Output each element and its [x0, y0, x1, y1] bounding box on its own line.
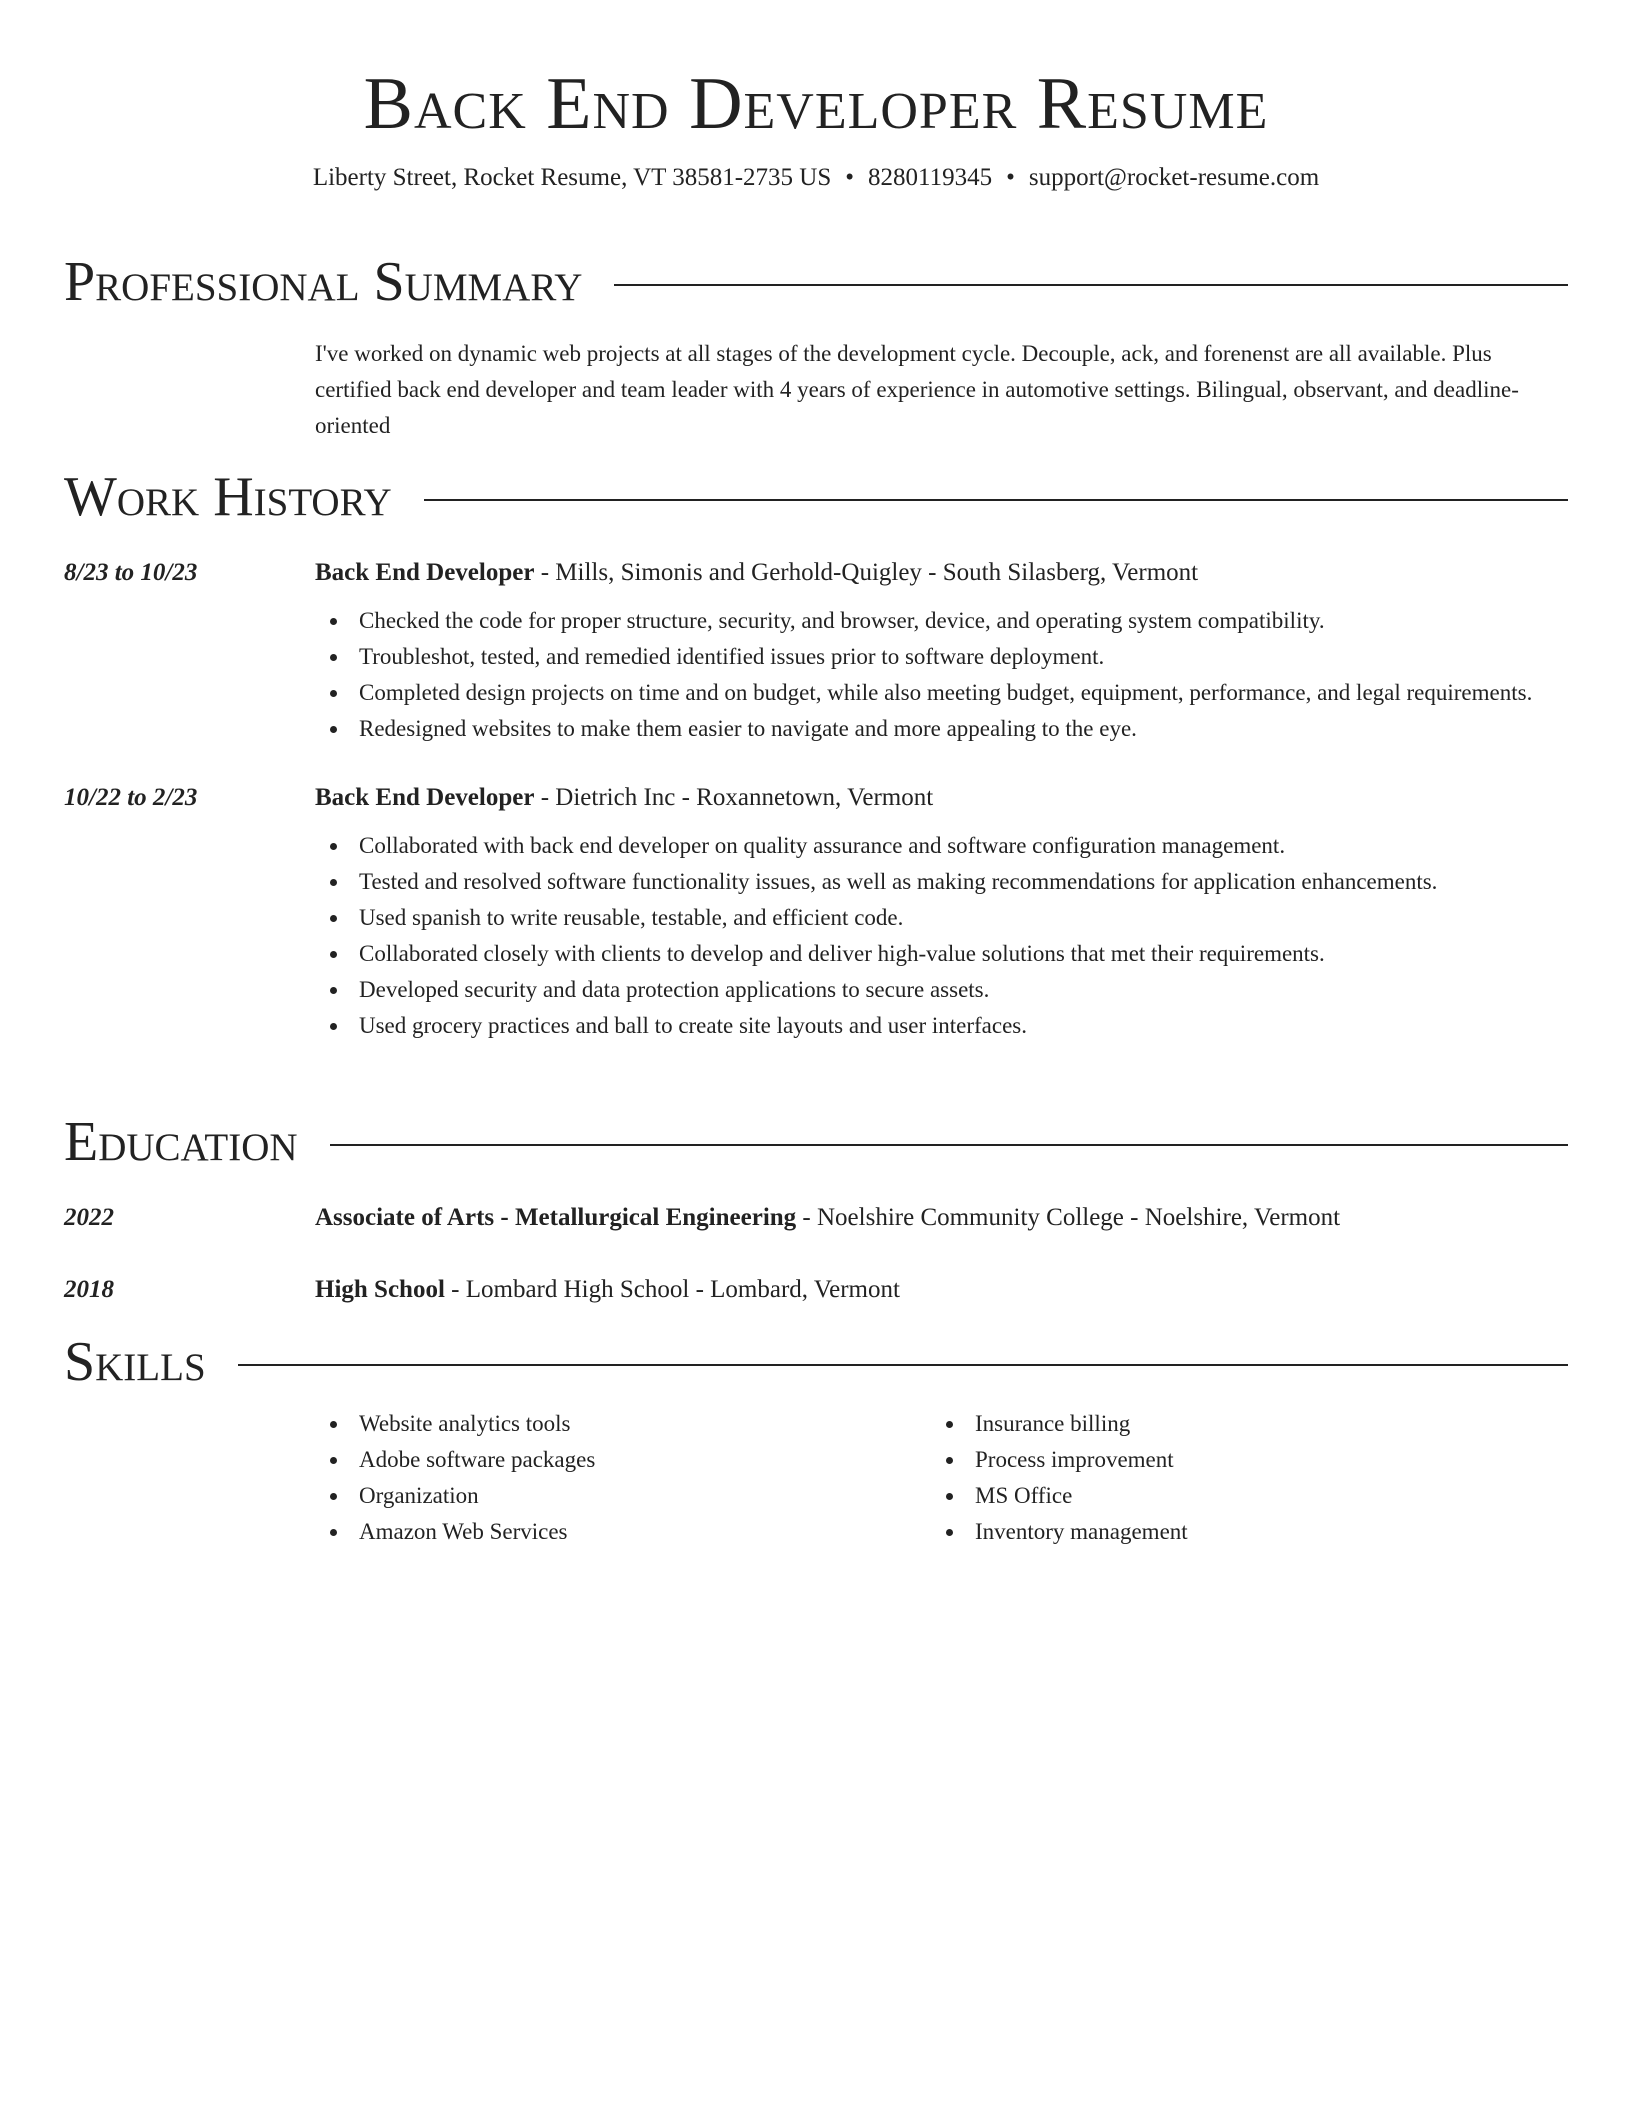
list-item: Inventory management [931, 1514, 1547, 1550]
contact-email: support@rocket-resume.com [1028, 164, 1320, 191]
job-employer: - Dietrich Inc - Roxannetown, Vermont [534, 784, 934, 811]
skills-section [64, 1332, 1568, 1550]
job-entry [64, 555, 1568, 747]
resume-title: Back End Developer Resume [363, 63, 1269, 145]
job-dates: 10/22 to 2/23 [64, 784, 198, 811]
list-item: Redesigned websites to make them easier to navigate and more appealing to the eye. [315, 711, 1568, 747]
work-history-header [64, 467, 1568, 527]
summary-section [64, 252, 1568, 444]
list-item: Completed design projects on time and on budget, while also meeting budget, equipment, performance, and legal requirements. [315, 675, 1568, 711]
contact-separator: • [1006, 164, 1015, 191]
list-item: Adobe software packages [315, 1442, 931, 1478]
job-heading [315, 555, 1568, 591]
education-degree: High School [315, 1276, 445, 1303]
list-item: Organization [315, 1478, 931, 1514]
section-divider [614, 284, 1568, 286]
education-header [64, 1112, 1568, 1172]
summary-text: I've worked on dynamic web projects at all stages of the development cycle. Decouple, ack, and forenenst are all available. Plus certified back end developer and team leader with 4 years of experience in automotive settings. Bilingual, observant, and deadline-oriented [315, 341, 1519, 438]
education-year: 2022 [64, 1204, 114, 1231]
contact-line [0, 86, 1632, 194]
job-dates: 8/23 to 10/23 [64, 559, 198, 586]
job-entry [64, 780, 1568, 1044]
list-item: Website analytics tools [315, 1406, 931, 1442]
education-details [315, 1200, 1568, 1236]
education-entry [64, 1272, 1568, 1308]
skills-heading: Skills [64, 1331, 206, 1393]
contact-separator: • [845, 164, 855, 191]
list-item: Collaborated with back end developer on quality assurance and software configuration management. [315, 828, 1568, 864]
work-history-heading: Work History [64, 466, 392, 528]
list-item: Checked the code for proper structure, security, and browser, device, and operating system compatibility. [315, 603, 1568, 639]
list-item: Tested and resolved software functionality issues, as well as making recommendations for application enhancements. [315, 864, 1568, 900]
list-item: Used grocery practices and ball to create site layouts and user interfaces. [315, 1008, 1568, 1044]
job-heading [315, 780, 1568, 816]
education-entry [64, 1200, 1568, 1236]
list-item: MS Office [931, 1478, 1547, 1514]
skills-list [315, 1406, 1568, 1550]
education-heading: Education [64, 1111, 298, 1173]
job-details [315, 780, 1568, 1044]
education-section [64, 1112, 1568, 1308]
education-school: - Lombard High School - Lombard, Vermont [444, 1276, 900, 1303]
list-item: Troubleshot, tested, and remedied identified issues prior to software deployment. [315, 639, 1568, 675]
education-year: 2018 [64, 1276, 114, 1303]
skills-header [64, 1332, 1568, 1392]
education-details [315, 1272, 1568, 1308]
list-item: Collaborated closely with clients to develop and deliver high-value solutions that met their requirements. [315, 936, 1568, 972]
work-history-section [64, 467, 1568, 1044]
contact-phone: 8280119345 [868, 164, 993, 191]
section-divider [330, 1144, 1568, 1146]
list-item: Developed security and data protection applications to secure assets. [315, 972, 1568, 1008]
education-degree: Associate of Arts - Metallurgical Engineering [315, 1204, 797, 1231]
list-item: Used spanish to write reusable, testable, and efficient code. [315, 900, 1568, 936]
job-bullets [315, 828, 1568, 1044]
list-item: Amazon Web Services [315, 1514, 931, 1550]
list-item: Process improvement [931, 1442, 1547, 1478]
job-details [315, 555, 1568, 747]
list-item: Insurance billing [931, 1406, 1547, 1442]
skills-column-right [931, 1406, 1547, 1550]
section-divider [424, 499, 1568, 501]
job-title: Back End Developer [315, 559, 535, 586]
contact-address: Liberty Street, Rocket Resume, VT 38581-2735 US [312, 164, 832, 191]
summary-heading: Professional Summary [64, 251, 583, 313]
job-bullets [315, 603, 1568, 747]
summary-header [64, 252, 1568, 312]
job-title: Back End Developer [315, 784, 535, 811]
skills-column-left [315, 1406, 931, 1550]
job-employer: - Mills, Simonis and Gerhold-Quigley - South Silasberg, Vermont [534, 559, 1199, 586]
education-school: - Noelshire Community College - Noelshire, Vermont [796, 1204, 1341, 1231]
section-divider [238, 1364, 1568, 1366]
